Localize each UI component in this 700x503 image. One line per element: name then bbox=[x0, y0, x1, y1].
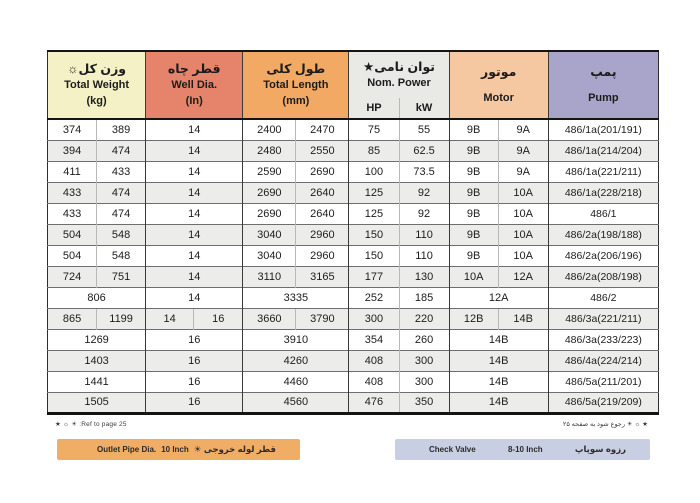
pump-label-en: Pump bbox=[588, 91, 619, 104]
total-weight-unit: (kg) bbox=[86, 95, 107, 108]
hp-cell: 85 bbox=[349, 140, 399, 161]
length-cell: 2640 bbox=[296, 182, 349, 203]
length-cell: 3660 bbox=[243, 308, 296, 329]
table-row bbox=[48, 161, 659, 182]
motor-label-en: Motor bbox=[483, 91, 514, 104]
hp-cell: 125 bbox=[349, 203, 399, 224]
weight-cell: 389 bbox=[97, 119, 146, 140]
well-dia-unit: (In) bbox=[185, 95, 203, 108]
motor-cell: 10A bbox=[498, 182, 548, 203]
motor-cell: 9B bbox=[449, 224, 498, 245]
table-row bbox=[48, 308, 659, 329]
kw-cell: 73.5 bbox=[399, 161, 449, 182]
well-dia-label-en: Well Dia. bbox=[171, 79, 218, 92]
hp-cell: 408 bbox=[349, 350, 399, 371]
table-row bbox=[48, 140, 659, 161]
motor-cell: 9B bbox=[449, 182, 498, 203]
table-row bbox=[48, 392, 659, 413]
pump-cell: 486/1a(214/204) bbox=[548, 140, 658, 161]
footnote-right: ★ ☼ ☀ رجوع شود به صفحه ۲۵ bbox=[562, 421, 648, 428]
col-header-well-dia bbox=[146, 51, 243, 119]
hp-cell: 476 bbox=[349, 392, 399, 413]
hp-cell: 354 bbox=[349, 329, 399, 350]
length-cell: 3110 bbox=[243, 266, 296, 287]
weight-cell: 474 bbox=[97, 140, 146, 161]
nom-power-label-fa: توان نامی★ bbox=[363, 59, 435, 74]
well-dia-cell: 14 bbox=[146, 161, 243, 182]
hp-cell: 177 bbox=[349, 266, 399, 287]
kw-cell: 92 bbox=[399, 182, 449, 203]
weight-cell: 433 bbox=[48, 182, 97, 203]
pump-cell: 486/1a(228/218) bbox=[548, 182, 658, 203]
weight-cell: 1441 bbox=[48, 371, 146, 392]
hp-cell: 408 bbox=[349, 371, 399, 392]
kw-cell: 110 bbox=[399, 224, 449, 245]
well-dia-cell: 14 bbox=[146, 266, 243, 287]
pump-label-fa: پمپ bbox=[590, 65, 617, 80]
length-cell: 3910 bbox=[243, 329, 349, 350]
table-row bbox=[48, 119, 659, 140]
well-dia-cell: 16 bbox=[146, 329, 243, 350]
table-row bbox=[48, 224, 659, 245]
motor-cell: 9B bbox=[449, 140, 498, 161]
total-weight-label-en: Total Weight bbox=[64, 79, 130, 92]
table-header bbox=[48, 51, 659, 119]
check-valve-bar bbox=[395, 439, 650, 460]
weight-cell: 433 bbox=[48, 203, 97, 224]
check-valve-value: 8-10 Inch bbox=[507, 445, 543, 454]
length-cell: 3790 bbox=[296, 308, 349, 329]
weight-cell: 374 bbox=[48, 119, 97, 140]
motor-cell: 9A bbox=[498, 140, 548, 161]
kw-cell: 110 bbox=[399, 245, 449, 266]
weight-cell: 474 bbox=[97, 182, 146, 203]
weight-cell: 504 bbox=[48, 224, 97, 245]
hp-header: HP bbox=[349, 98, 399, 119]
outlet-pipe-label-fa: قطر لوله خروجی ☀ bbox=[193, 444, 276, 454]
well-dia-cell: 14 bbox=[146, 287, 243, 308]
total-length-unit: (mm) bbox=[282, 95, 310, 108]
motor-cell: 12A bbox=[449, 287, 548, 308]
pump-cell: 486/1a(201/191) bbox=[548, 119, 658, 140]
kw-cell: 220 bbox=[399, 308, 449, 329]
pump-cell: 486/2a(206/196) bbox=[548, 245, 658, 266]
pump-cell: 486/1a(221/211) bbox=[548, 161, 658, 182]
outlet-pipe-bar bbox=[57, 439, 300, 460]
col-header-total-length bbox=[243, 51, 349, 119]
weight-cell: 1269 bbox=[48, 329, 146, 350]
motor-cell: 9B bbox=[449, 119, 498, 140]
weight-cell: 394 bbox=[48, 140, 97, 161]
well-dia-cell: 14 bbox=[146, 203, 243, 224]
motor-cell: 9B bbox=[449, 245, 498, 266]
well-dia-cell: 14 bbox=[146, 308, 194, 329]
length-cell: 2550 bbox=[296, 140, 349, 161]
well-dia-cell: 14 bbox=[146, 119, 243, 140]
kw-cell: 300 bbox=[399, 350, 449, 371]
motor-cell: 14B bbox=[449, 371, 548, 392]
length-cell: 2640 bbox=[296, 203, 349, 224]
motor-cell: 10A bbox=[498, 203, 548, 224]
length-cell: 2590 bbox=[243, 161, 296, 182]
weight-cell: 806 bbox=[48, 287, 146, 308]
pump-cell: 486/2 bbox=[548, 287, 658, 308]
weight-cell: 865 bbox=[48, 308, 97, 329]
weight-cell: 724 bbox=[48, 266, 97, 287]
pump-cell: 486/2a(208/198) bbox=[548, 266, 658, 287]
table-row bbox=[48, 266, 659, 287]
hp-cell: 150 bbox=[349, 245, 399, 266]
length-cell: 4560 bbox=[243, 392, 349, 413]
kw-cell: 260 bbox=[399, 329, 449, 350]
kw-cell: 62.5 bbox=[399, 140, 449, 161]
pump-cell: 486/3a(233/223) bbox=[548, 329, 658, 350]
total-length-label-fa: طول کلی bbox=[266, 61, 326, 76]
pump-cell: 486/5a(219/209) bbox=[548, 392, 658, 413]
pump-cell: 486/4a(224/214) bbox=[548, 350, 658, 371]
motor-label-fa: موتور bbox=[481, 65, 517, 80]
hp-cell: 75 bbox=[349, 119, 399, 140]
well-dia-cell: 16 bbox=[146, 350, 243, 371]
length-cell: 3040 bbox=[243, 245, 296, 266]
weight-cell: 1505 bbox=[48, 392, 146, 413]
motor-cell: 9A bbox=[498, 161, 548, 182]
motor-cell: 9B bbox=[449, 161, 498, 182]
table-row bbox=[48, 203, 659, 224]
well-dia-cell: 16 bbox=[194, 308, 243, 329]
pump-cell: 486/2a(198/188) bbox=[548, 224, 658, 245]
hp-cell: 150 bbox=[349, 224, 399, 245]
well-dia-cell: 14 bbox=[146, 140, 243, 161]
kw-cell: 130 bbox=[399, 266, 449, 287]
length-cell: 2400 bbox=[243, 119, 296, 140]
well-dia-label-fa: قطر چاه bbox=[167, 61, 221, 76]
length-cell: 3335 bbox=[243, 287, 349, 308]
weight-cell: 504 bbox=[48, 245, 97, 266]
hp-cell: 125 bbox=[349, 182, 399, 203]
length-cell: 2470 bbox=[296, 119, 349, 140]
kw-header: kW bbox=[399, 98, 449, 119]
motor-cell: 10A bbox=[498, 245, 548, 266]
table-row bbox=[48, 329, 659, 350]
length-cell: 4260 bbox=[243, 350, 349, 371]
table-row bbox=[48, 287, 659, 308]
weight-cell: 411 bbox=[48, 161, 97, 182]
motor-cell: 12B bbox=[449, 308, 498, 329]
motor-cell: 12A bbox=[498, 266, 548, 287]
nom-power-label-en: Nom. Power bbox=[367, 77, 431, 90]
hp-cell: 100 bbox=[349, 161, 399, 182]
outlet-pipe-value: 10 Inch bbox=[161, 445, 189, 454]
hp-cell: 252 bbox=[349, 287, 399, 308]
well-dia-cell: 14 bbox=[146, 182, 243, 203]
outlet-pipe-label-en: Outlet Pipe Dia. bbox=[97, 445, 157, 454]
weight-cell: 751 bbox=[97, 266, 146, 287]
weight-cell: 433 bbox=[97, 161, 146, 182]
pump-cell: 486/5a(211/201) bbox=[548, 371, 658, 392]
motor-cell: 10A bbox=[449, 266, 498, 287]
well-dia-cell: 14 bbox=[146, 224, 243, 245]
kw-cell: 92 bbox=[399, 203, 449, 224]
well-dia-cell: 14 bbox=[146, 245, 243, 266]
footnote-left: ★ ☼ ☀ :Ref to page 25 bbox=[55, 421, 127, 428]
motor-cell: 14B bbox=[498, 308, 548, 329]
check-valve-label-en: Check Valve bbox=[429, 445, 476, 454]
table-row bbox=[48, 350, 659, 371]
table-row bbox=[48, 245, 659, 266]
table-row bbox=[48, 371, 659, 392]
weight-cell: 474 bbox=[97, 203, 146, 224]
length-cell: 2690 bbox=[296, 161, 349, 182]
length-cell: 2690 bbox=[243, 182, 296, 203]
motor-cell: 10A bbox=[498, 224, 548, 245]
well-dia-cell: 16 bbox=[146, 371, 243, 392]
kw-cell: 350 bbox=[399, 392, 449, 413]
motor-cell: 9A bbox=[498, 119, 548, 140]
length-cell: 2690 bbox=[243, 203, 296, 224]
total-length-label-en: Total Length bbox=[263, 79, 329, 92]
kw-cell: 185 bbox=[399, 287, 449, 308]
check-valve-label-fa: رزوه سوپاپ bbox=[574, 444, 626, 454]
motor-cell: 14B bbox=[449, 329, 548, 350]
length-cell: 2960 bbox=[296, 224, 349, 245]
col-header-motor bbox=[449, 51, 548, 119]
pump-cell: 486/1 bbox=[548, 203, 658, 224]
col-header-total-weight bbox=[48, 51, 146, 119]
pump-cell: 486/3a(221/211) bbox=[548, 308, 658, 329]
weight-cell: 1403 bbox=[48, 350, 146, 371]
pump-spec-table bbox=[47, 50, 659, 415]
hp-cell: 300 bbox=[349, 308, 399, 329]
header-row bbox=[48, 51, 659, 98]
length-cell: 2960 bbox=[296, 245, 349, 266]
length-cell: 3040 bbox=[243, 224, 296, 245]
length-cell: 3165 bbox=[296, 266, 349, 287]
weight-cell: 548 bbox=[97, 245, 146, 266]
col-header-nom-power bbox=[349, 51, 449, 98]
total-weight-label-fa: وزن کل☼ bbox=[67, 61, 127, 76]
motor-cell: 9B bbox=[449, 203, 498, 224]
kw-cell: 55 bbox=[399, 119, 449, 140]
motor-cell: 14B bbox=[449, 392, 548, 413]
well-dia-cell: 16 bbox=[146, 392, 243, 413]
motor-cell: 14B bbox=[449, 350, 548, 371]
table-row bbox=[48, 182, 659, 203]
length-cell: 4460 bbox=[243, 371, 349, 392]
weight-cell: 1199 bbox=[97, 308, 146, 329]
table-body bbox=[48, 119, 659, 413]
weight-cell: 548 bbox=[97, 224, 146, 245]
length-cell: 2480 bbox=[243, 140, 296, 161]
kw-cell: 300 bbox=[399, 371, 449, 392]
col-header-pump bbox=[548, 51, 658, 119]
